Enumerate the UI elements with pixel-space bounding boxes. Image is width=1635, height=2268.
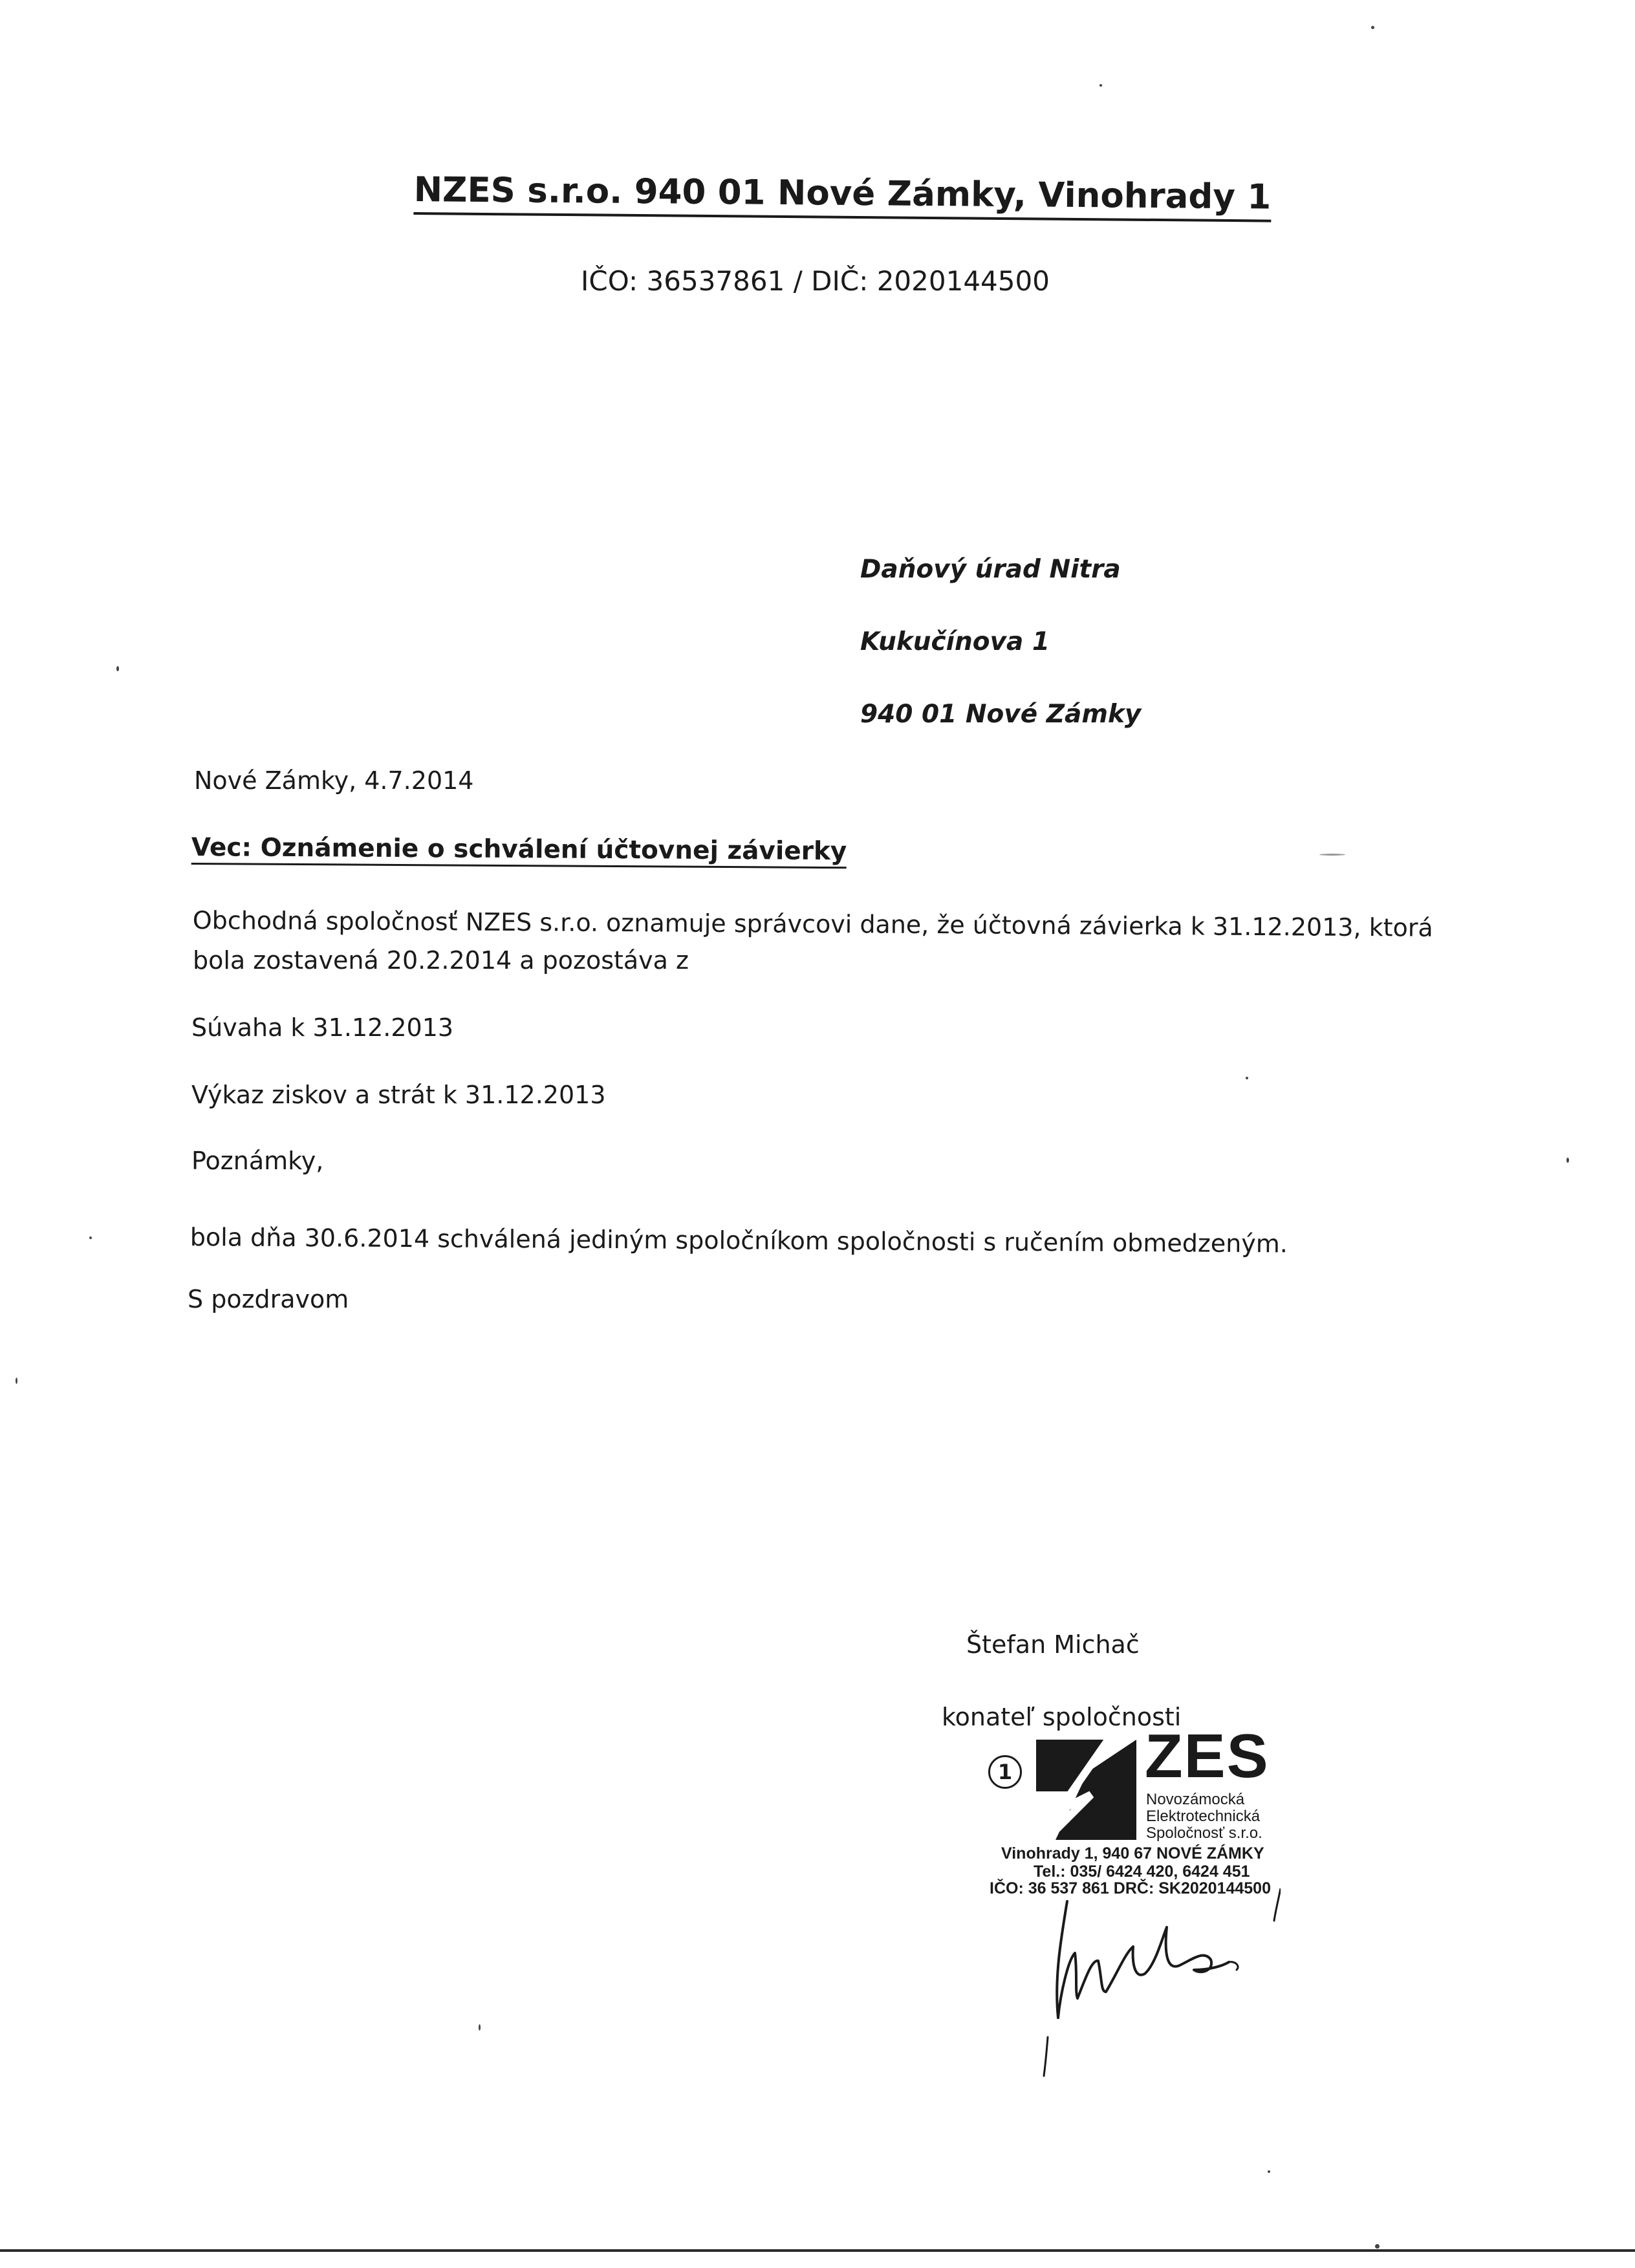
scan-speck <box>1566 1158 1569 1163</box>
scan-speck <box>1371 26 1374 29</box>
list-item: Súvaha k 31.12.2013 <box>191 1013 454 1042</box>
recipient-line-1: Daňový úrad Nitra <box>860 555 1121 584</box>
scan-speck <box>1099 84 1102 87</box>
letterhead-ids: IČO: 36537861 / DIČ: 2020144500 <box>581 265 1050 297</box>
stamp-subtitle-3: Spoločnosť s.r.o. <box>1146 1824 1262 1842</box>
scan-speck <box>1319 854 1345 856</box>
lightning-logo-icon <box>1030 1733 1140 1843</box>
scan-edge-line <box>0 2249 1635 2252</box>
stamp-phone: Tel.: 035/ 6424 420, 6424 451 <box>1034 1863 1250 1881</box>
list-item: Výkaz ziskov a strát k 31.12.2013 <box>191 1081 606 1109</box>
stamp-address: Vinohrady 1, 940 67 NOVÉ ZÁMKY <box>1001 1844 1264 1863</box>
letter-date: Nové Zámky, 4.7.2014 <box>194 766 474 795</box>
recipient-line-2: Kukučínova 1 <box>860 627 1050 656</box>
scan-speck <box>1375 2244 1380 2249</box>
body-paragraph-1-line-1: Obchodná spoločnosť NZES s.r.o. oznamuje správcovi dane, že účtovná závierka k 31.12.2013, ktorá <box>192 906 1433 942</box>
scan-speck <box>116 666 119 671</box>
recipient-line-3: 940 01 Nové Zámky <box>860 700 1142 729</box>
stamp-brand: ZES <box>1145 1722 1270 1791</box>
scan-speck <box>1268 2170 1270 2173</box>
stamp-ids: IČO: 36 537 861 DRČ: SK2020144500 <box>990 1879 1271 1897</box>
signer-role: konateľ spoločnosti <box>942 1703 1182 1731</box>
letterhead-title: NZES s.r.o. 940 01 Nové Zámky, Vinohrady 1 <box>413 169 1271 222</box>
stamp-subtitle-2: Elektrotechnická <box>1146 1808 1261 1825</box>
body-paragraph-1-line-2: bola zostavená 20.2.2014 a pozostáva z <box>193 946 689 975</box>
closing-greeting: S pozdravom <box>188 1285 349 1313</box>
scan-speck <box>479 2024 481 2031</box>
scan-speck <box>1246 1077 1248 1079</box>
list-item: Poznámky, <box>191 1147 324 1175</box>
scan-speck <box>16 1377 17 1384</box>
signer-name: Štefan Michač <box>966 1630 1140 1659</box>
scan-speck <box>89 1237 92 1239</box>
letter-subject: Vec: Oznámenie o schválení účtovnej závierky <box>191 833 847 869</box>
stamp-number-badge: 1 <box>988 1755 1022 1789</box>
stamp-subtitle-1: Novozámocká <box>1146 1791 1245 1808</box>
body-paragraph-2: bola dňa 30.6.2014 schválená jediným spoločníkom spoločnosti s ručením obmedzeným. <box>189 1223 1288 1258</box>
handwritten-signature <box>1035 1888 1281 2082</box>
